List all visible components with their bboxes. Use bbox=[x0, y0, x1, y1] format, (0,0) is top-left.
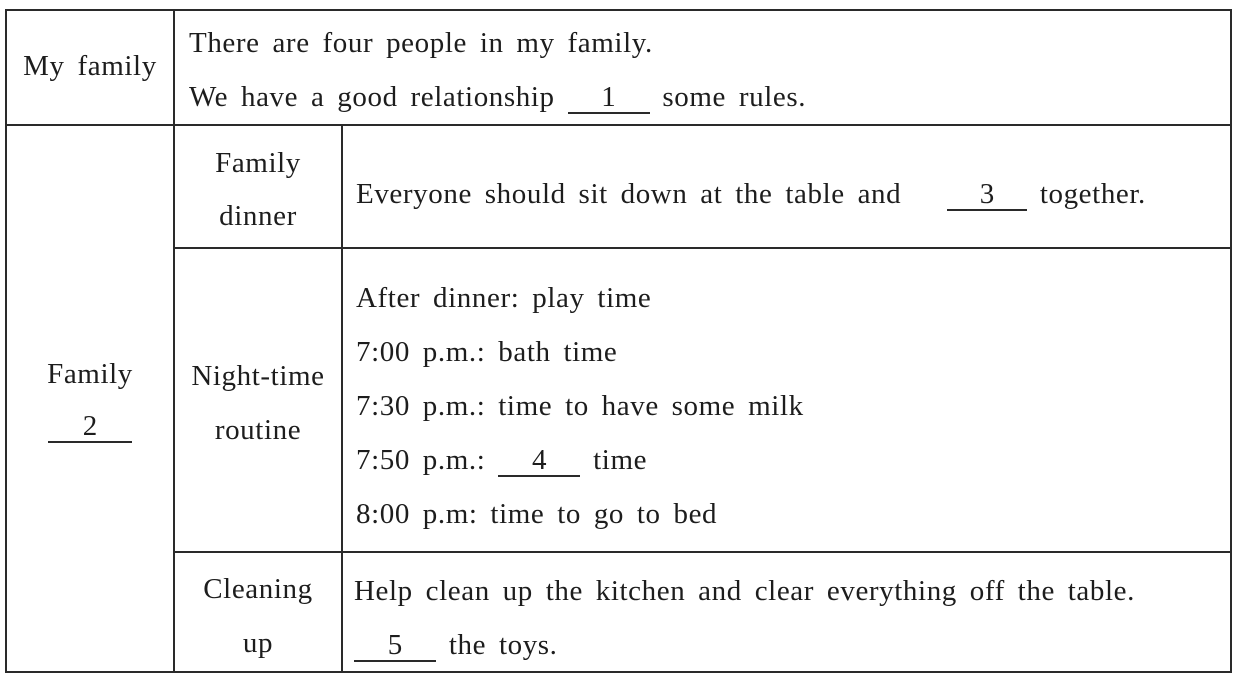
cleaning-label-2: up bbox=[242, 627, 274, 659]
routine-item-4 bbox=[356, 442, 647, 478]
blank-5: 5 bbox=[354, 630, 436, 662]
cleaning-line-1: Help clean up the kitchen and clear everything off the table. bbox=[354, 575, 1135, 607]
dinner-text-before: Everyone should sit down at the table and bbox=[356, 178, 902, 210]
table-border-bottom bbox=[5, 671, 1232, 673]
cleaning-label-1: Cleaning bbox=[203, 573, 313, 605]
night-time-label-1: Night-time bbox=[191, 360, 325, 392]
routine-item-1: After dinner: play time bbox=[356, 282, 652, 314]
my-family-label: My family bbox=[23, 50, 157, 82]
cleaning-line-2 bbox=[354, 627, 558, 663]
table-border-top bbox=[5, 9, 1232, 11]
routine-item-4-after: time bbox=[593, 444, 648, 476]
my-family-line-2 bbox=[189, 79, 806, 115]
family-rules-blank-line bbox=[7, 408, 173, 444]
routine-item-3: 7:30 p.m.: time to have some milk bbox=[356, 390, 804, 422]
dinner-text-after: together. bbox=[1039, 178, 1146, 210]
my-family-line-1: There are four people in my family. bbox=[189, 27, 653, 59]
routine-item-2: 7:00 p.m.: bath time bbox=[356, 336, 618, 368]
family-dinner-text bbox=[356, 176, 1146, 212]
table-border-right bbox=[1230, 9, 1232, 673]
routine-item-5: 8:00 p.m: time to go to bed bbox=[356, 498, 718, 530]
routine-item-4-time: 7:50 p.m.: bbox=[356, 444, 486, 476]
blank-1: 1 bbox=[568, 82, 650, 114]
family-rules-label: Family bbox=[47, 358, 133, 390]
table-border-left bbox=[5, 9, 7, 673]
row-divider-2 bbox=[173, 247, 1232, 249]
blank-2: 2 bbox=[48, 411, 132, 443]
rules-text: some rules. bbox=[662, 81, 807, 113]
toys-text: the toys. bbox=[448, 629, 558, 661]
blank-4: 4 bbox=[498, 445, 580, 477]
blank-3: 3 bbox=[947, 179, 1027, 211]
relationship-text: We have a good relationship bbox=[189, 81, 555, 113]
row-divider-1 bbox=[5, 124, 1232, 126]
night-time-label-2: routine bbox=[214, 414, 302, 446]
row-divider-3 bbox=[173, 551, 1232, 553]
family-dinner-label-1: Family bbox=[215, 147, 301, 179]
family-dinner-label-2: dinner bbox=[219, 200, 297, 232]
col-divider-2 bbox=[341, 124, 343, 673]
